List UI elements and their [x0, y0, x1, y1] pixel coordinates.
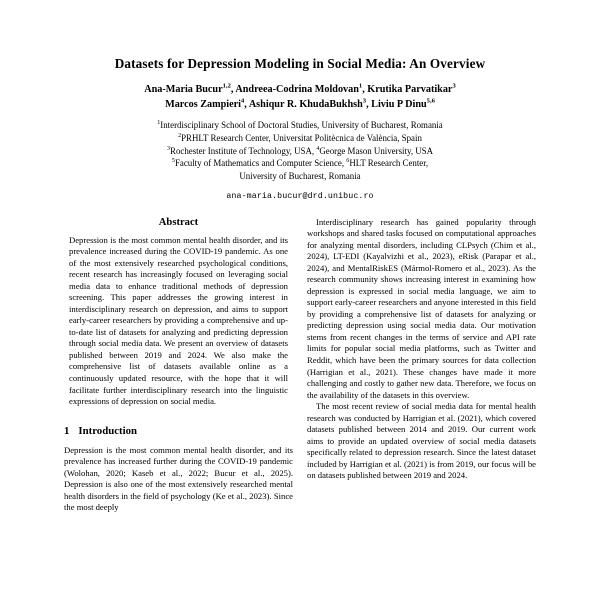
author-name: Marcos Zampieri: [165, 98, 241, 110]
affiliation-text: HLT Research Center,: [349, 158, 429, 169]
abstract-paragraph: Depression is the most common mental health disorder, and its prevalence increased during the COVID-19 pandemic. As one of the most extensively researched psychological conditions, recent research has increasingly focused on leveraging social media data to enhance traditional methods of depression screening. This paper addresses the growing interest in interdisciplinary research on depression, and aims to support early-career researchers by providing a comprehensive and up-to-date list of datasets for analyzing and predicting depression through social media data. We present an overview of datasets published between 2019 and 2024. We also make the comprehensive list of datasets available online as a continuously updated resource, with the hope that it will facilitate further interdisciplinary research into the linguistic expressions of depression on social media.: [69, 234, 288, 407]
left-column: [64, 217, 293, 514]
affiliation-text: Faculty of Mathematics and Computer Science,: [174, 158, 347, 169]
page-title: Datasets for Depression Modeling in Social Media: An Overview: [114, 56, 486, 71]
author-name: Andreea-Codrina Moldovan: [235, 83, 359, 95]
affiliation-line: [64, 132, 536, 145]
author-separator: ,: [366, 98, 372, 110]
affiliation-marker: 6: [346, 158, 350, 165]
author-affiliation-marker: 1,2: [222, 82, 231, 90]
abstract-heading: Abstract: [158, 216, 199, 228]
affiliation-marker: 2: [178, 133, 182, 140]
section-number: 1: [64, 424, 70, 437]
author-affiliation-marker: 1: [358, 82, 363, 90]
section-title: Introduction: [78, 424, 138, 437]
author-line-1: [64, 83, 536, 98]
affiliation-text: PRHLT Research Center, Universitat Politècnica de València, Spain: [181, 133, 422, 144]
affiliation-line: [64, 157, 536, 170]
author-name: Ana-Maria Bucur: [144, 83, 223, 95]
affiliation-line: [64, 145, 536, 158]
affiliation-marker: 1: [157, 120, 161, 127]
author-name: Liviu P Dinu: [371, 98, 427, 110]
affiliation-text: Rochester Institute of Technology, USA,: [170, 145, 317, 156]
author-affiliation-marker: 5,6: [426, 97, 435, 105]
author-affiliation-marker: 3: [452, 82, 456, 90]
right-column: [307, 217, 536, 514]
author-separator: ,: [362, 83, 368, 95]
affiliation-list: [64, 119, 536, 182]
affiliation-marker: 5: [171, 158, 175, 165]
introduction-paragraph: Depression is the most common mental health disorder, and its prevalence has increased further during the COVID-19 pandemic (Wolohan, 2020; Kaseb et al., 2022; Bucur et al., 2025). Depression is also one of the most extensively researched mental health disorders in the field of psychology (Ke et al., 2023). Since the most deeply: [64, 444, 293, 513]
author-affiliation-marker: 3: [362, 97, 367, 105]
author-separator: ,: [230, 83, 236, 95]
affiliation-text: University of Bucharest, Romania: [239, 170, 361, 181]
right-column-paragraph-1: Interdisciplinary research has gained popularity through workshops and shared tasks focused on computational approaches for analyzing mental disorders, including CLPsych (Chim et al., 2024), LT-EDI (Kayalvizhi et al., 2023), eRisk (Parapar et al., 2024), and MentalRiskES (Mármol-Romero et al., 2023). As the research community shows increasing interest in examining how depression is expressed in social media language, we aim to support early-career researchers and anyone interested in this field by providing a comprehensive list of datasets for analyzing or predicting depression using social media data. Our motivation stems from recent changes in the terms of service and API rate limits for popular social media platforms, such as Twitter and Reddit, which have been the primary sources for data collection (Harrigian et al., 2021). These changes have made it more challenging and costly to gather new data. Therefore, we focus on the availability of the datasets in this overview.: [307, 216, 536, 400]
author-separator: ,: [244, 98, 249, 110]
section-heading-introduction: [64, 425, 293, 437]
affiliation-line: [64, 170, 536, 183]
contact-email[interactable]: ana-maria.bucur@drd.unibuc.ro: [226, 191, 374, 201]
author-name: Krutika Parvatikar: [367, 83, 453, 95]
affiliation-text: George Mason University, USA: [319, 145, 434, 156]
author-line-2: [64, 98, 536, 113]
two-column-body: [64, 217, 536, 514]
right-column-paragraph-2: The most recent review of social media data for mental health research was conducted by Harrigian et al. (2021), which covered datasets published between 2014 and 2019. Our current work aims to provide an updated overview of social media datasets specifically related to depression research. Since the latest dataset included by Harrigian et al. (2021) is from 2019, our focus will be on datasets published between 2019 and 2024.: [307, 401, 536, 481]
affiliation-text: Interdisciplinary School of Doctoral Studies, University of Bucharest, Romania: [160, 120, 443, 131]
affiliation-line: [64, 119, 536, 132]
author-affiliation-marker: 4: [241, 97, 245, 105]
author-list: [64, 83, 536, 113]
abstract-body: [64, 235, 293, 408]
affiliation-marker: 3: [166, 145, 171, 152]
affiliation-marker: 4: [316, 145, 320, 152]
author-name: Ashiqur R. KhudaBukhsh: [248, 98, 363, 110]
